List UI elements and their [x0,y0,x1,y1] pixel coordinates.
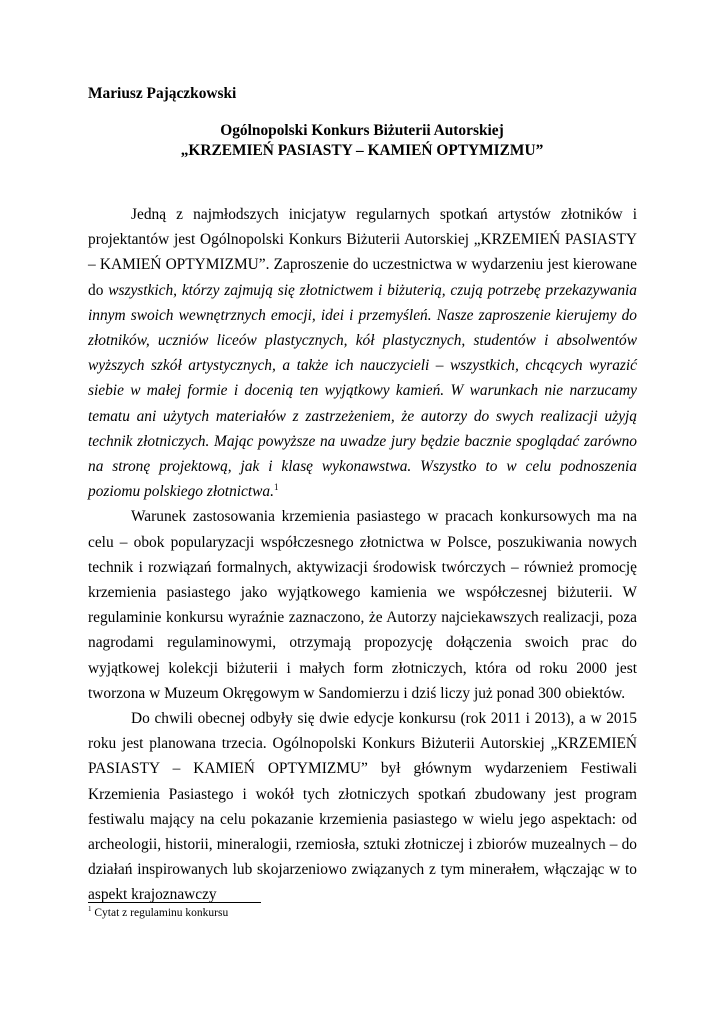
title-line-2: „KRZEMIEŃ PASIASTY – KAMIEŃ OPTYMIZMU” [180,142,544,159]
footnote-number: 1 [88,905,92,914]
title-line-1: Ogólnopolski Konkurs Biżuterii Autorskiej [220,122,504,139]
paragraph-2: Warunek zastosowania krzemienia pasiastego w pracach konkursowych ma na celu – obok popularyzacji współczesnego złotnictwa w Polsce, poszukiwania nowych technik i rozwiązań formalnych, aktywizacji środowisk twórczych – również promocję krzemienia pasiastego jako wyjątkowego kamienia we współczesnej biżuterii. W regulaminie konkursu wyraźnie zaznaczono, że Autorzy najciekawszych realizacji, poza nagrodami regulaminowymi, otrzymają propozycję dołączenia swoich prac do wyjątkowej kolekcji biżuterii i małych form złotniczych, która od roku 2000 jest tworzona w Muzeum Okręgowym w Sandomierzu i dziś liczy już ponad 300 obiektów. [88,508,637,702]
paragraph-1 [88,202,637,504]
footnote-separator [88,902,261,903]
body-text [88,202,637,908]
footnote-text: Cytat z regulaminu konkursu [91,907,229,919]
footnote [88,906,228,920]
author-name: Mariusz Pajączkowski [88,85,237,102]
footnote-reference[interactable]: 1 [273,482,279,493]
document-title [88,121,636,161]
regulation-quote: wszystkich, którzy zajmują się złotnictwem i biżuterią, czują potrzebę przekazywania innym swoich wewnętrznych emocji, idei i przemyśleń. Nasze zaproszenie kierujemy do złotników, uczniów liceów plastycznych, kół plastycznych, studentów i absolwentów wyższych szkół artystycznych, a także ich nauczycieli – wszystkich, chcących wyrazić siebie w małej formie i docenią ten wyjątkowy kamień. W warunkach nie narzucamy tematu ani użytych materiałów z zastrzeżeniem, że autorzy do swych realizacji użyją technik złotniczych. Mając powyższe na uwadze jury będzie bacznie spoglądać zarówno na stronę projektową, jak i klasę wykonawstwa. Wszystko to w celu podnoszenia poziomu polskiego złotnictwa. [88,281,637,501]
paragraph-1-intro: Jedną z najmłodszych inicjatyw regularnych spotkań artystów złotników i projektantów jest Ogólnopolski Konkurs Biżuterii Autorskiej „KRZEMIEŃ PASIASTY – KAMIEŃ OPTYMIZMU”. Zaproszenie do uczestnictwa w wydarzeniu jest kierowane do [88,206,637,299]
paragraph-3: Do chwili obecnej odbyły się dwie edycje konkursu (rok 2011 i 2013), a w 2015 roku jest planowana trzecia. Ogólnopolski Konkurs Biżuterii Autorskiej „KRZEMIEŃ PASIASTY – KAMIEŃ OPTYMIZMU” był głównym wydarzeniem Festiwali Krzemienia Pasiastego i wokół tych złotniczych spotkań zbudowany jest program festiwalu mający na celu pokazanie krzemienia pasiastego w wielu jego aspektach: od archeologii, historii, mineralogii, rzemiosła, sztuki złotniczej i zbiorów muzealnych – do działań inspirowanych lub skojarzeniowo związanych z tym minerałem, włączając w to aspekt krajoznawczy [88,710,637,904]
